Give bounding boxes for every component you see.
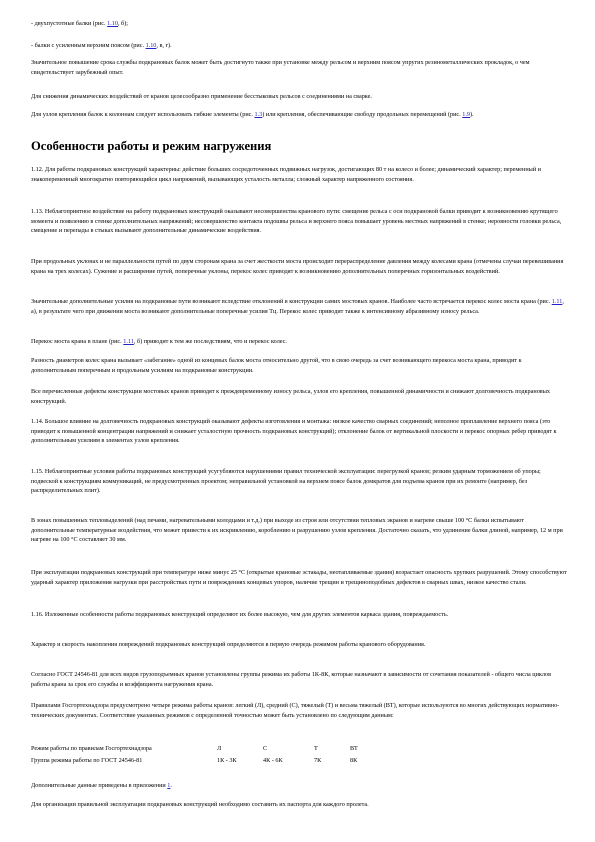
paragraph-flexible-elements: Для узлов крепления балок к колоннам следует использовать гибкие элементы (рис. 1.3) или крепления, обеспечивающие свободу продольных перемещений (рис. 1.9).	[31, 111, 474, 118]
paragraph-heat-zones: В зонах повышенных тепловыделений (над печами, нагревательными колодцами и т.д.) при выходе из строя или отсутствии тепловых экранов и нагреве свыше 100 °С балки испытывают дополнительные температурные воздействия, что может привести к их искривлению, короблению и разрушению узлов крепления. Достаточно сказать, что удлинение балки длиной, например, 12 м при нагреве на 100 °С составляет 30 мм.	[31, 517, 563, 544]
section-heading: Особенности работы и режим нагружения	[31, 139, 272, 153]
figure-link[interactable]: 1.10	[145, 42, 157, 49]
paragraph-reinforced-beams: - балки с усиленным верхним поясом (рис. 1.10, в, г).	[31, 42, 172, 49]
paragraph-1-14: 1.14. Большое влияние на долговечность подкрановых конструкций оказывают дефекты изготовления и монтажа: низкое качество сварных соединений; неполное проплавление верхнего пояса (это приводит к повышенной концентрации напряжений и снижает усталостную прочность подкрановых конструкций); отклонение балок от вертикальной плоскости и перекос опорных ребер приводят к дополнительным усилиям в элементах узлов крепления.	[31, 418, 557, 445]
paragraph-rubber-pads: Значительное повышение срока службы подкрановых балок может быть достигнуто также при установке между рельсом и верхним поясом упругих резинометаллических прокладок, о чем свидетельствует зарубежный опыт.	[31, 59, 530, 76]
paragraph-wheel-diameter: Разность диаметров колес крана вызывает «забегание» одной из концевых балок моста относительно другой, что в свою очередь за счет возникающего перекоса моста крана, приводит к дополнительным поперечным и продольным усилиям на подкрановые конструкции.	[31, 357, 522, 374]
table-cell: 1К - 3К	[217, 757, 237, 764]
paragraph-1-13: 1.13. Неблагоприятное воздействие на работу подкрановых конструкций оказывают несовершенства кранового пути: смещение рельса с оси подкрановой балки приводит к возникновению крутящего момента и появлению в стенке дополнительных напряжений; несовершенство контакта подошвы рельса и верхнего пояса повышает уровень местных напряжений в стенке; неровности головки рельса, смещение и перепады в стыках вызывают дополнительные динамические воздействия.	[31, 208, 562, 235]
paragraph-defects-summary: Все перечисленные дефекты конструкции мостовых кранов приводят к преждевременному износу рельса, узлов его крепления, повышенной динамичности и снижают долговечность подкрановых конструкций.	[31, 388, 550, 405]
table-cell: Группа режима работы по ГОСТ 24546-81	[31, 757, 143, 764]
table-cell: 7К	[314, 757, 322, 764]
figure-link[interactable]: 1.11	[551, 298, 563, 305]
paragraph-1-15: 1.15. Неблагоприятные условия работы подкрановых конструкций усугубляются нарушениями правил технической эксплуатации: перегрузкой кранов; резким ударным торможением об упоры; подвеской к конструкциям коммуникаций, не предусмотренных проектом; неправильной установкой на верхнем поясе балок домкратов для подъема кранов при их ремонте (например, без распределительных плит).	[31, 468, 541, 495]
paragraph-double-hollow-beams: - двухпустотные балки (рис. 1.10, б);	[31, 20, 128, 27]
figure-link[interactable]: 1.11	[123, 338, 134, 345]
figure-link[interactable]: 1.9	[462, 111, 470, 118]
paragraph-jointless-rails: Для снижения динамических воздействий от кранов целесообразно применение бесстыковых рельсов с соединениями на сварке.	[31, 93, 372, 100]
paragraph-low-temperature: При эксплуатации подкрановых конструкций при температуре ниже минус 25 °С (открытые крановые эстакады, неотапливаемые здания) возрастает опасность хрупких разрушений. Этому способствуют ударный характер приложения нагрузки при расстройствах пути и повреждениях концевых упоров, наличие трещин и трещиноподобных дефектов в сварных швах, низкое качество стали.	[31, 569, 567, 586]
paragraph-gosgortekhnadzor: Правилами Госгортехнадзора предусмотрено четыре режима работы кранов: легкий (Л), средний (С), тяжелый (Т) и весьма тяжелый (ВТ), которые используются во многих действующих нормативно-технических документах. Соответствие указанных режимов с определенной точностью может быть установлено по следующим данным:	[31, 702, 560, 719]
paragraph-1-12: 1.12. Для работы подкрановых конструкций характерны: действие больших сосредоточенных подвижных нагрузок, достигающих 80 т на колесо и более; динамический характер; переменный и знакопеременный многократно повторяющийся цикл напряжений, вызывающих усталость металла; сложный характер напряженного состояния.	[31, 166, 541, 183]
paragraph-appendix: Дополнительные данные приведены в приложении 1.	[31, 782, 172, 789]
table-cell: Режим работы по правилам Госгортехнадзора	[31, 745, 152, 752]
paragraph-1-16: 1.16. Изложенные особенности работы подкрановых конструкций определяют их более высокую, чем для других элементов каркаса здания, повреждаемость.	[31, 611, 449, 618]
paragraph-duty-character: Характер и скорость накопления повреждений подкрановых конструкций определяются в первую очередь режимом работы кранового оборудования.	[31, 641, 426, 648]
table-cell: 4К - 6К	[263, 757, 283, 764]
paragraph-bridge-skew: Перекос моста крана в плане (рис. 1.11, б) приводит к тем же последствиям, что и перекос колес.	[31, 338, 287, 345]
table-cell: Т	[314, 745, 318, 752]
appendix-link[interactable]: 1	[167, 782, 171, 789]
table-cell: С	[263, 745, 268, 752]
paragraph-slopes: При продольных уклонах и не параллельности путей по двум сторонам крана за счет жесткости моста происходит перераспределение давления между колесами крана (отмечены случаи перевешивания крана на трех колесах). Сужение и расширение путей, поперечные уклоны, перекос колес приводят к возникновению дополнительных поперечных горизонтальных воздействий.	[31, 258, 564, 275]
figure-link[interactable]: 1.10	[107, 20, 118, 27]
table-cell: Л	[217, 745, 222, 752]
figure-link[interactable]: 1.3	[254, 111, 263, 118]
paragraph-gost: Согласно ГОСТ 24546-81 для всех видов грузоподъемных кранов установлены группы режима их работы 1К-8К, которые назначают в зависимости от сочетания показателей - общего числа циклов работы крана за срок его службы и коэффициента нагружения крана.	[31, 671, 552, 688]
paragraph-passports: Для организации правильной эксплуатации подкрановых конструкций необходимо составить их паспорта для каждого пролета.	[31, 801, 369, 808]
table-cell: 8К	[350, 757, 358, 764]
table-cell: ВТ	[350, 745, 358, 752]
paragraph-wheel-skew: Значительные дополнительные усилия на подкрановые пути возникают вследствие отклонений в конструкции самих мостовых кранов. Наиболее часто встречается перекос колес моста крана (рис. 1.11, а), в результате чего при движении моста возникают дополнительные поперечные усилия Тц. Перекос колес приводит также к интенсивному абразивному износу рельса.	[31, 298, 564, 315]
